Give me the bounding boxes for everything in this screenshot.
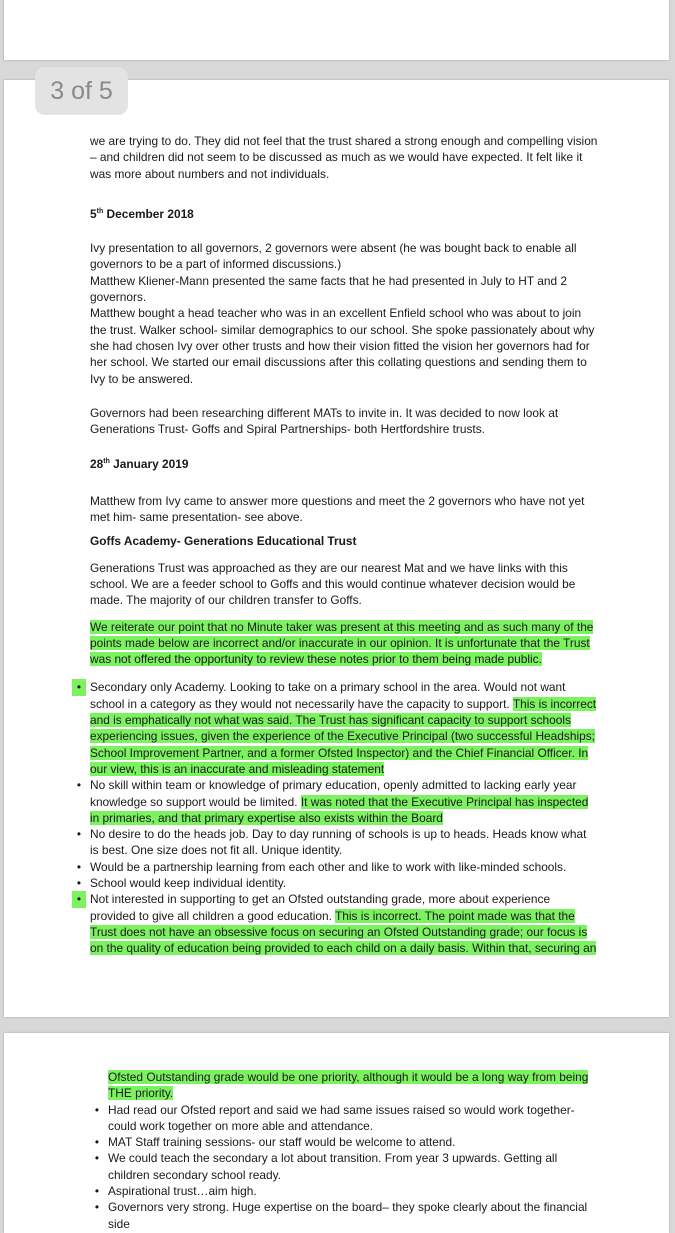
head-teacher-paragraph: Matthew bought a head teacher who was in an excellent Enfield school who was about to join the trust. Walker school- similar demographics to our school. She spoke passionately about why she had chosen Ivy over other trusts and how their vision fitted the vision her governors had for her school. We started our email discussions after this collating questions and sending them to Ivy to be answered.: [90, 306, 595, 386]
bullet-icon: •: [94, 1102, 100, 1117]
list-item: [76, 859, 598, 875]
bullet-icon: •: [76, 875, 82, 890]
bullet-icon: •: [76, 778, 82, 793]
highlighted-text: This is incorrect and is emphatically not what was said. The Trust has significant capacity to support schools experiencing issues, given the experience of the Executive Principal (two successful Headships; School Improvement Partner, and a former Ofsted Inspector) and the Chief Financial Officer. In our view, this is an inaccurate and misleading statement: [90, 696, 597, 776]
list-item: [76, 679, 598, 777]
governors-research-paragraph: Governors had been researching different MATs to invite in. It was decided to now look at Generations Trust- Goffs and Spiral Partnerships- both Hertfordshire trusts.: [90, 405, 559, 437]
current-page: [4, 80, 669, 1017]
matthew-from-ivy-paragraph: Matthew from Ivy came to answer more questions and meet the 2 governors who have not yet met him- same presentation- see above.: [90, 493, 585, 525]
matthew-presented-paragraph: Matthew Kliener-Mann presented the same facts that he had presented in July to HT and 2 governors.: [90, 273, 568, 305]
date-suffix: th: [103, 458, 110, 466]
bullet-text: No desire to do the heads job. Day to day running of schools is up to heads. Heads know what is best. One size does not fit all. Unique identity.: [90, 827, 587, 858]
highlighted-text: It was noted that the Executive Principal has inspected in primaries, and that primary expertise also exists within the Board: [90, 794, 589, 825]
date-day: 5: [90, 206, 97, 221]
bullet-text: MAT Staff training sessions- our staff would be welcome to attend.: [108, 1135, 456, 1150]
bullet-icon: •: [94, 1184, 100, 1199]
page-content: [94, 1069, 598, 1232]
list-item: [94, 1134, 598, 1150]
bullet-icon: •: [72, 679, 86, 695]
date-suffix: th: [96, 207, 104, 215]
generations-paragraph: Generations Trust was approached as they are our nearest Mat and we have links with this school. We are a feeder school to Goffs and this would continue whatever decision would be made. The majority of our children transfer to Goffs.: [90, 560, 576, 608]
bullet-text: No skill within team or knowledge of primary education, openly admitted to lacking early year knowledge so support would be limited.: [90, 778, 577, 809]
page-indicator: 3 of 5: [35, 67, 128, 115]
bullet-text: Secondary only Academy. Looking to take on a primary school in the area. Would not want school in a category as they would not necessarily have the capacity to support.: [90, 680, 566, 711]
date-heading-jan-2019: [90, 456, 598, 472]
highlighted-text: Ofsted Outstanding grade would be one priority, although it would be a long way from being THE priority.: [108, 1070, 589, 1101]
bullet-text: Had read our Ofsted report and said we had same issues raised so would work together- could work together on more able and attendance.: [108, 1102, 575, 1133]
bullet-icon: •: [76, 827, 82, 842]
bullet-text: Governors very strong. Huge expertise on the board– they spoke clearly about the financial side: [108, 1200, 588, 1231]
previous-page: [4, 0, 669, 60]
bullet-icon: •: [76, 859, 82, 874]
bullet-text: School would keep individual identity.: [90, 875, 287, 890]
highlight-notice: [90, 619, 598, 668]
continued-highlight: [108, 1069, 598, 1102]
page-content: [76, 133, 598, 956]
date-heading-dec-2018: [90, 206, 598, 222]
bullet-icon: •: [94, 1200, 100, 1215]
intro-paragraph: we are trying to do. They did not feel that the trust shared a strong enough and compelling vision – and children did not seem to be discussed as much as we would have expected. It felt like it was more about numbers and not individuals.: [90, 134, 598, 181]
date-rest: December 2018: [103, 206, 194, 221]
highlighted-text: This is incorrect. The point made was that the Trust does not have an obsessive focus on securing an Ofsted Outstanding grade; our focus is on the quality of education being provided to each child on a daily basis. Within that, securing an: [90, 908, 597, 956]
list-item: [94, 1102, 598, 1135]
bullet-text: Aspirational trust…aim high.: [108, 1184, 257, 1199]
list-item: [76, 826, 598, 859]
list-item: [94, 1150, 598, 1183]
list-item: [76, 777, 598, 826]
list-item: [94, 1199, 598, 1232]
date-rest: January 2019: [109, 457, 189, 472]
date-day: 28: [90, 457, 104, 472]
bullet-icon: •: [94, 1151, 100, 1166]
list-item: [76, 891, 598, 956]
highlighted-text: We reiterate our point that no Minute taker was present at this meeting and as such many of the points made below are incorrect and/or inaccurate in our opinion. It is unfortunate that the Trust was not offered the opportunity to review these notes prior to them being made public.: [90, 619, 594, 667]
bullet-text: Not interested in supporting to get an Ofsted outstanding grade, more about experience provided to give all children a good education.: [90, 892, 551, 923]
ivy-presentation-paragraph: Ivy presentation to all governors, 2 governors were absent (he was bought back to enable all governors to be a part of informed discussions.): [90, 241, 577, 272]
list-item: [76, 875, 598, 891]
list-item: [94, 1183, 598, 1199]
next-page: [4, 1033, 669, 1233]
bullet-text: We could teach the secondary a lot about transition. From year 3 upwards. Getting all children secondary school ready.: [108, 1151, 558, 1182]
goffs-bullet-list: [76, 679, 598, 956]
bullet-text: Would be a partnership learning from each other and like to work with like-minded schools.: [90, 859, 567, 874]
bullet-icon: •: [94, 1135, 100, 1150]
goffs-heading: Goffs Academy- Generations Educational Trust: [90, 534, 357, 549]
continued-bullet-list: [94, 1102, 598, 1232]
bullet-icon: •: [72, 891, 86, 907]
